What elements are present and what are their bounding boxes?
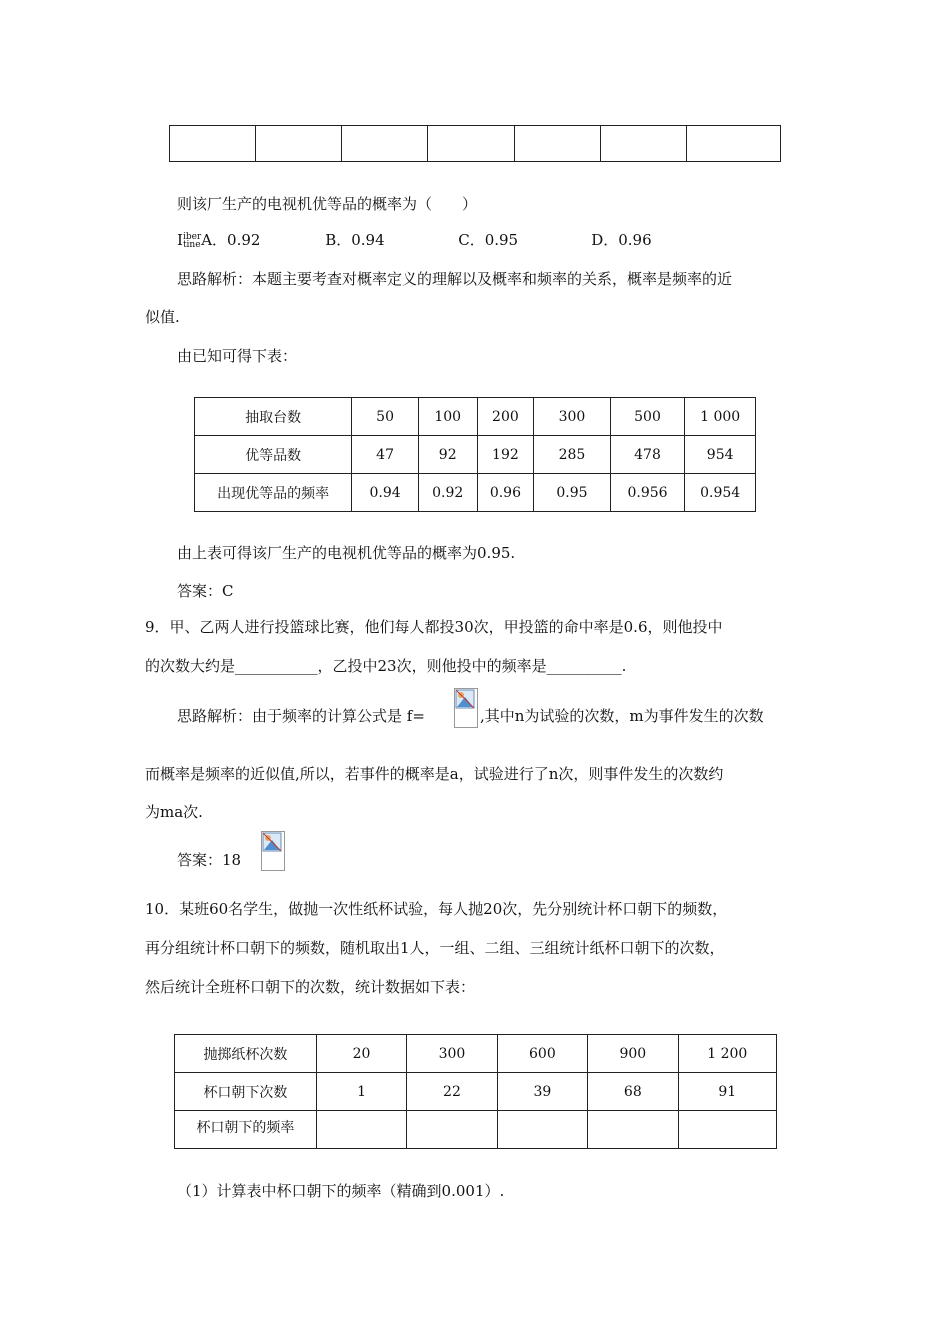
table-cell: 285 — [534, 436, 610, 474]
q9-analysis-b: ,其中n为试验的次数，m为事件发生的次数 — [480, 707, 764, 725]
table-cell: 68 — [588, 1073, 678, 1111]
q8-options — [177, 229, 652, 250]
table-cell — [588, 1111, 678, 1149]
q8-conclusion: 由上表可得该厂生产的电视机优等品的概率为0.95. — [177, 544, 516, 562]
option-d: D．0.96 — [591, 231, 652, 249]
table-cell: 500 — [610, 398, 685, 436]
q10-data-table — [174, 1034, 777, 1149]
table-cell: 0.954 — [685, 474, 756, 512]
table-cell: 39 — [497, 1073, 587, 1111]
table-cell: 100 — [418, 398, 477, 436]
table-cell: 0.92 — [418, 474, 477, 512]
table-cell — [497, 1111, 587, 1149]
table-cell: 954 — [685, 436, 756, 474]
table-cell: 杯口朝下的频率 — [175, 1111, 317, 1149]
q10-sub1: （1）计算表中杯口朝下的频率（精确到0.001）. — [177, 1182, 505, 1200]
q10-line3: 然后统计全班杯口朝下的次数，统计数据如下表： — [145, 978, 476, 996]
q10-line1: 10．某班60名学生，做抛一次性纸杯试验，每人抛20次，先分别统计杯口朝下的频数， — [145, 900, 728, 918]
table-cell: 0.96 — [477, 474, 534, 512]
table-row — [175, 1111, 777, 1149]
table-cell: 600 — [497, 1035, 587, 1073]
table-row — [195, 398, 756, 436]
option-b: B．0.94 — [325, 231, 385, 249]
q9-analysis-line3: 为ma次. — [145, 803, 203, 821]
table-cell: 478 — [610, 436, 685, 474]
table-cell: 抛掷纸杯次数 — [175, 1035, 317, 1073]
q8-stem: 则该厂生产的电视机优等品的概率为（ ） — [177, 195, 478, 213]
q10-line2: 再分组统计杯口朝下的频数，随机取出1人，一组、二组、三组统计纸杯口朝下的次数， — [145, 939, 725, 957]
top-empty-table — [169, 125, 781, 162]
q9-analysis-a: 思路解析：由于频率的计算公式是 f= — [177, 707, 425, 725]
table-row — [175, 1035, 777, 1073]
table-row — [175, 1073, 777, 1111]
table-cell: 192 — [477, 436, 534, 474]
table-cell: 22 — [407, 1073, 497, 1111]
table-cell: 出现优等品的频率 — [195, 474, 352, 512]
option-a: A．0.92 — [201, 231, 261, 249]
q9-analysis-line2: 而概率是频率的近似值,所以，若事件的概率是a，试验进行了n次，则事件发生的次数约 — [145, 765, 724, 783]
q8-data-table — [194, 397, 756, 512]
q8-table-intro: 由已知可得下表： — [177, 347, 298, 365]
q9-answer: 答案：18 — [177, 851, 242, 869]
table-cell — [256, 126, 342, 162]
table-cell: 优等品数 — [195, 436, 352, 474]
table-row — [195, 436, 756, 474]
q8-analysis-line2: 似值. — [145, 308, 180, 326]
table-cell: 900 — [588, 1035, 678, 1073]
table-cell: 50 — [352, 398, 419, 436]
table-cell: 1 — [316, 1073, 406, 1111]
broken-image-icon — [454, 688, 478, 728]
table-cell: 0.956 — [610, 474, 685, 512]
table-row — [195, 474, 756, 512]
table-cell: 300 — [534, 398, 610, 436]
table-cell: 91 — [678, 1073, 776, 1111]
table-cell: 20 — [316, 1035, 406, 1073]
q9-line2: 的次数大约是___________，乙投中23次，则他投中的频率是__________. — [145, 657, 627, 675]
table-cell — [514, 126, 600, 162]
table-cell: 47 — [352, 436, 419, 474]
table-row — [170, 126, 781, 162]
image-placeholder-icon — [262, 832, 284, 854]
table-cell — [600, 126, 686, 162]
table-cell: 300 — [407, 1035, 497, 1073]
table-cell — [316, 1111, 406, 1149]
image-placeholder-icon — [455, 689, 477, 711]
broken-image-icon — [261, 831, 285, 871]
table-cell — [678, 1111, 776, 1149]
table-cell — [170, 126, 256, 162]
q9-line1: 9．甲、乙两人进行投篮球比赛，他们每人都投30次，甲投篮的命中率是0.6，则他投中 — [145, 618, 723, 636]
option-marker: Ⅰiber tine — [177, 231, 202, 250]
table-cell: 200 — [477, 398, 534, 436]
table-cell: 抽取台数 — [195, 398, 352, 436]
table-cell: 1 000 — [685, 398, 756, 436]
option-c: C．0.95 — [458, 231, 519, 249]
table-cell — [428, 126, 514, 162]
table-cell: 0.95 — [534, 474, 610, 512]
table-cell: 杯口朝下次数 — [175, 1073, 317, 1111]
q8-answer: 答案：C — [177, 582, 234, 600]
table-cell — [407, 1111, 497, 1149]
table-cell — [342, 126, 428, 162]
table-cell: 1 200 — [678, 1035, 776, 1073]
table-cell: 92 — [418, 436, 477, 474]
table-cell: 0.94 — [352, 474, 419, 512]
q8-analysis-line1: 思路解析：本题主要考查对概率定义的理解以及概率和频率的关系，概率是频率的近 — [177, 270, 733, 288]
table-cell — [686, 126, 780, 162]
